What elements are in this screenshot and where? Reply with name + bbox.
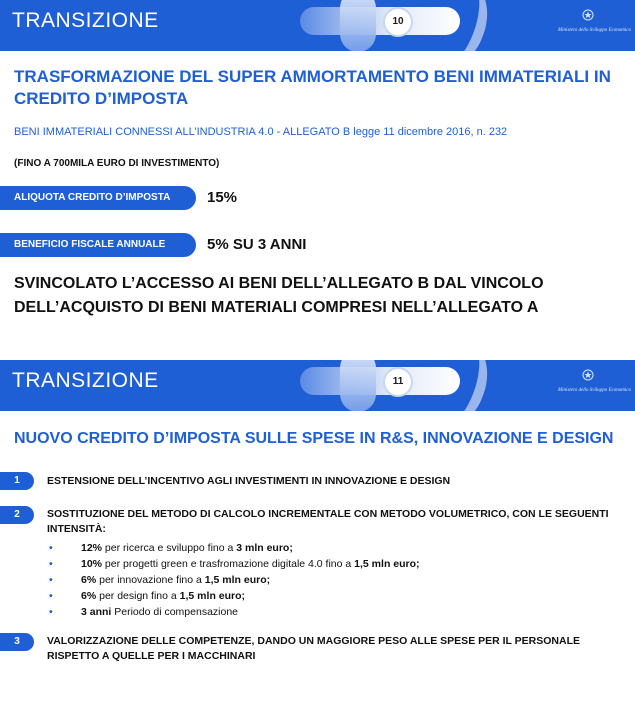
item-text-3: VALORIZZAZIONE DELLE COMPETENZE, DANDO UN MAGGIORE PESO ALLE SPESE PER IL PERSONALE RISPETTO A QUELLE PER I MACCHINARI [47,635,581,662]
ministry-name: Ministero dello Sviluppo Economico [558,388,631,393]
rate-cap: 3 mln euro; [236,542,293,554]
rate-value: 6% [81,574,97,586]
item-number-3: 3 [0,633,34,651]
annual-benefit-value: 5% SU 3 ANNI [207,236,307,253]
item-text-2: SOSTITUZIONE DEL METODO DI CALCOLO INCREMENTALE CON METODO VOLUMETRICO, CON LE SEGUENTI INTENSITÀ: [47,508,609,535]
bullet-icon: • [49,574,53,586]
slide-title: NUOVO CREDITO D’IMPOSTA SULLE SPESE IN R&S, INNOVAZIONE E DESIGN [14,430,614,447]
rate-description: per ricerca e sviluppo fino a [102,542,237,554]
statement-text: SVINCOLATO L’ACCESSO AI BENI DELL’ALLEGATO B DAL VINCOLO DELL’ACQUISTO DI BENI MATERIALI COMPRESI NELL’ALLEGATO A [14,275,544,316]
tax-credit-rate-label: ALIQUOTA CREDITO D’IMPOSTA [0,186,196,210]
tax-credit-rate-value: 15% [207,189,238,206]
item-text-1: ESTENSIONE DELL’INCENTIVO AGLI INVESTIMENTI IN INNOVAZIONE E DESIGN [47,475,451,487]
rate-cap: 1,5 mln euro; [354,558,420,570]
annual-benefit-label: BENEFICIO FISCALE ANNUALE [0,233,196,257]
bullet-icon: • [49,606,53,618]
page-number: 11 [385,369,411,395]
emblem-icon [582,369,594,381]
list-item [47,556,607,572]
rate-cap: 1,5 mln euro; [204,574,271,586]
decorative-pill-vertical [340,0,376,51]
item-number-1: 1 [0,472,34,490]
list-item [47,540,607,556]
page-number: 10 [385,9,411,35]
intensity-list [47,540,607,620]
slide-header [0,0,635,51]
rate-description: per design fino a [96,590,180,602]
brand-logo: TRANSIZIONE [12,369,159,392]
list-item [47,588,607,604]
slide-header [0,360,635,411]
rate-description: per progetti green e trasfromazione digitale 4.0 fino a [102,558,355,570]
item-number-2: 2 [0,506,34,524]
emblem-icon [582,9,594,21]
rate-value: 12% [81,542,103,554]
slide-10 [0,0,635,355]
rate-value: 3 anni [81,606,112,618]
bullet-icon: • [49,542,53,554]
slide-subtitle: BENI IMMATERIALI CONNESSI ALL’INDUSTRIA 4.0 - ALLEGATO B legge 11 dicembre 2016, n. 232 [14,126,508,138]
rate-cap: 1,5 mln euro; [179,590,246,602]
bullet-icon: • [49,558,53,570]
rate-value: 6% [81,590,97,602]
rate-description: per innovazione fino a [96,574,205,586]
bullet-icon: • [49,590,53,602]
rate-value: 10% [81,558,103,570]
slide-title: TRASFORMAZIONE DEL SUPER AMMORTAMENTO BENI IMMATERIALI IN CREDITO D’IMPOSTA [14,67,611,108]
investment-note: (FINO A 700MILA EURO DI INVESTIMENTO) [14,158,220,169]
rate-description: Periodo di compensazione [111,606,239,618]
ministry-name: Ministero dello Sviluppo Economico [558,28,631,33]
decorative-pill-vertical [340,360,376,411]
list-item [47,604,607,620]
brand-logo: TRANSIZIONE [12,9,159,32]
list-item [47,572,607,588]
slide-11 [0,360,635,721]
